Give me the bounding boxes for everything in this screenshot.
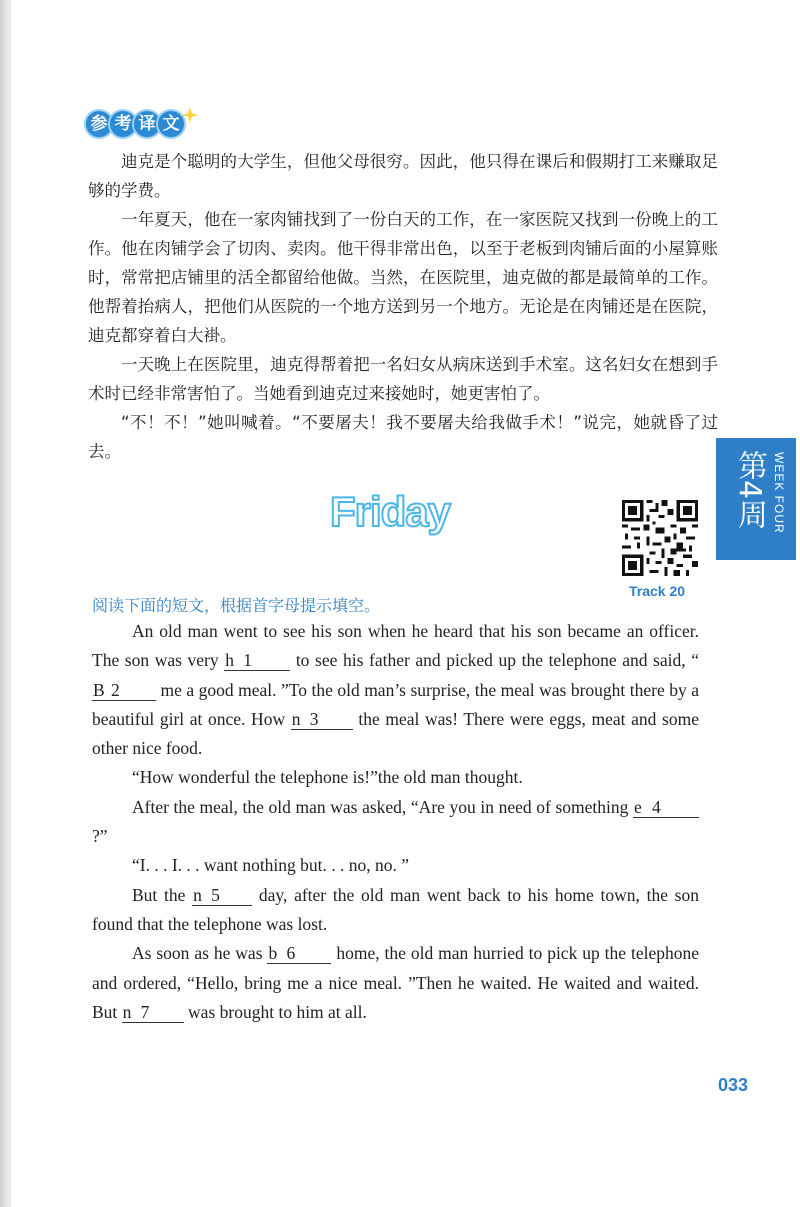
blank-3[interactable]: n 3 — [291, 709, 353, 730]
qr-code-icon[interactable] — [622, 500, 698, 576]
blank-1[interactable]: h 1 — [224, 650, 290, 671]
reference-translation-badge — [84, 106, 202, 146]
passage-paragraph: “How wonderful the telephone is!”the old man thought. — [132, 767, 523, 788]
translation-paragraph: 迪克是个聪明的大学生，但他父母很穷。因此，他只得在课后和假期打工来赚取足够的学费。 — [88, 152, 718, 200]
reading-passage — [92, 617, 699, 1027]
translation-paragraph: “不！不！”她叫喊着。“不要屠夫！我不要屠夫给我做手术！”说完，她就昏了过去。 — [88, 413, 718, 461]
passage-paragraph: As soon as he was b 6 home, the old man hurried to pick up the telephone and ordered, “Hello, bring me a nice meal. ”Then he waited. He waited and waited. But n 7 was brought to him at all. — [92, 943, 699, 1022]
passage-paragraph: But the n 5 day, after the old man went back to his home town, the son found that the telephone was lost. — [92, 884, 699, 934]
page-number: 033 — [718, 1075, 749, 1095]
week-tab-cn: 第4周 — [732, 450, 767, 530]
blank-6[interactable]: b 6 — [267, 943, 331, 964]
blank-5[interactable]: n 5 — [192, 885, 252, 906]
translation-paragraph: 一年夏天，他在一家肉铺找到了一份白天的工作，在一家医院又找到一份晚上的工作。他在肉铺学会了切肉、卖肉。他干得非常出色，以至于老板到肉铺后面的小屋算账时，常常把店铺里的活全都留给他做。当然，在医院里，迪克做的都是最简单的工作。他帮着抬病人，把他们从医院的一个地方送到另一个地方。无论是在肉铺还是在医院，迪克都穿着白大褂。 — [88, 210, 718, 345]
week-tab — [716, 438, 796, 560]
badge-char-2: 考 — [108, 109, 138, 139]
section-title: Friday — [329, 488, 451, 535]
passage-paragraph: After the meal, the old man was asked, “Are you in need of something e 4?” — [92, 793, 699, 852]
sparkle-icon — [181, 106, 199, 124]
blank-2[interactable]: B 2 — [92, 680, 156, 701]
translation-paragraph: 一天晚上在医院里，迪克得帮着把一名妇女从病床送到手术室。这名妇女在想到手术时已经非常害怕了。当她看到迪克过来接她时，她更害怕了。 — [88, 355, 718, 403]
exercise-instruction: 阅读下面的短文，根据首字母提示填空。 — [92, 596, 381, 615]
badge-char-4: 文 — [156, 109, 186, 139]
translation-text — [88, 147, 718, 466]
book-spine-shadow — [0, 0, 9, 1207]
badge-char-1: 参 — [84, 109, 114, 139]
blank-4[interactable]: e 4 — [633, 797, 699, 818]
badge-char-3: 译 — [132, 109, 162, 139]
book-spine-edge — [9, 0, 11, 1207]
blank-7[interactable]: n 7 — [122, 1002, 184, 1023]
passage-paragraph: An old man went to see his son when he heard that his son became an officer. The son was very h 1 to see his father and picked up the telephone and said, “B 2 me a good meal. ”To the old man’s surprise, the meal was brought there by a beautiful girl at once. How n 3 the meal was! There were eggs, meat and some other nice food. — [92, 621, 699, 759]
passage-paragraph: “I. . . I. . . want nothing but. . . no, no. ” — [132, 855, 410, 876]
track-label: Track 20 — [629, 583, 686, 599]
week-tab-en: WEEK FOUR — [772, 452, 786, 534]
